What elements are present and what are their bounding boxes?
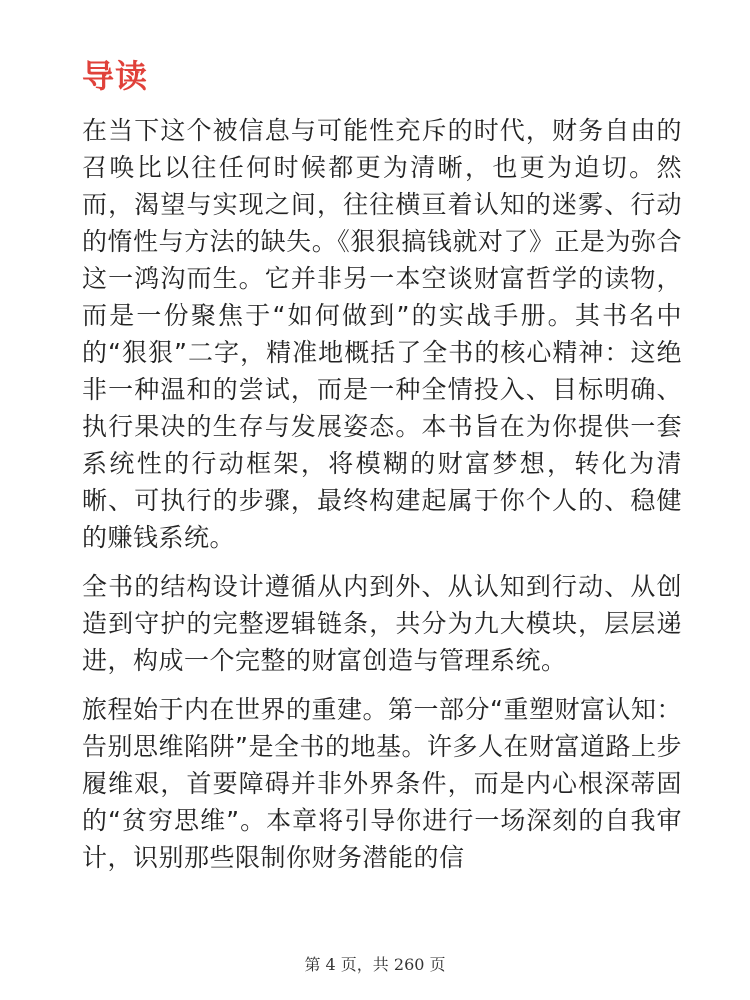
paragraph-structure: 全书的结构设计遵循从内到外、从认知到行动、从创造到守护的完整逻辑链条，共分为九大模块，层层递进，构成一个完整的财富创造与管理系统。 — [82, 572, 682, 675]
paragraph-part-one: 旅程始于内在世界的重建。第一部分“重塑财富认知：告别思维陷阱”是全书的地基。许多人在财富道路上步履维艰，首要障碍并非外界条件，而是内心根深蒂固的“贫穷思维”。本章将引导你进行一场深刻的自我审计，识别那些限制你财务潜能的信 — [82, 695, 682, 872]
page-number: 第 4 页，共 260 页 — [304, 955, 446, 974]
section-heading: 导读 — [82, 57, 149, 95]
body-text — [82, 112, 682, 888]
paragraph-intro: 在当下这个被信息与可能性充斥的时代，财务自由的召唤比以往任何时候都更为清晰，也更为迫切。然而，渴望与实现之间，往往横亘着认知的迷雾、行动的惰性与方法的缺失。《狠狠搞钱就对了》正是为弥合这一鸿沟而生。它并非另一本空谈财富哲学的读物，而是一份聚焦于“如何做到”的实战手册。其书名中的“狠狠”二字，精准地概括了全书的核心精神：这绝非一种温和的尝试，而是一种全情投入、目标明确、执行果决的生存与发展姿态。本书旨在为你提供一套系统性的行动框架，将模糊的财富梦想，转化为清晰、可执行的步骤，最终构建起属于你个人的、稳健的赚钱系统。 — [82, 116, 682, 552]
